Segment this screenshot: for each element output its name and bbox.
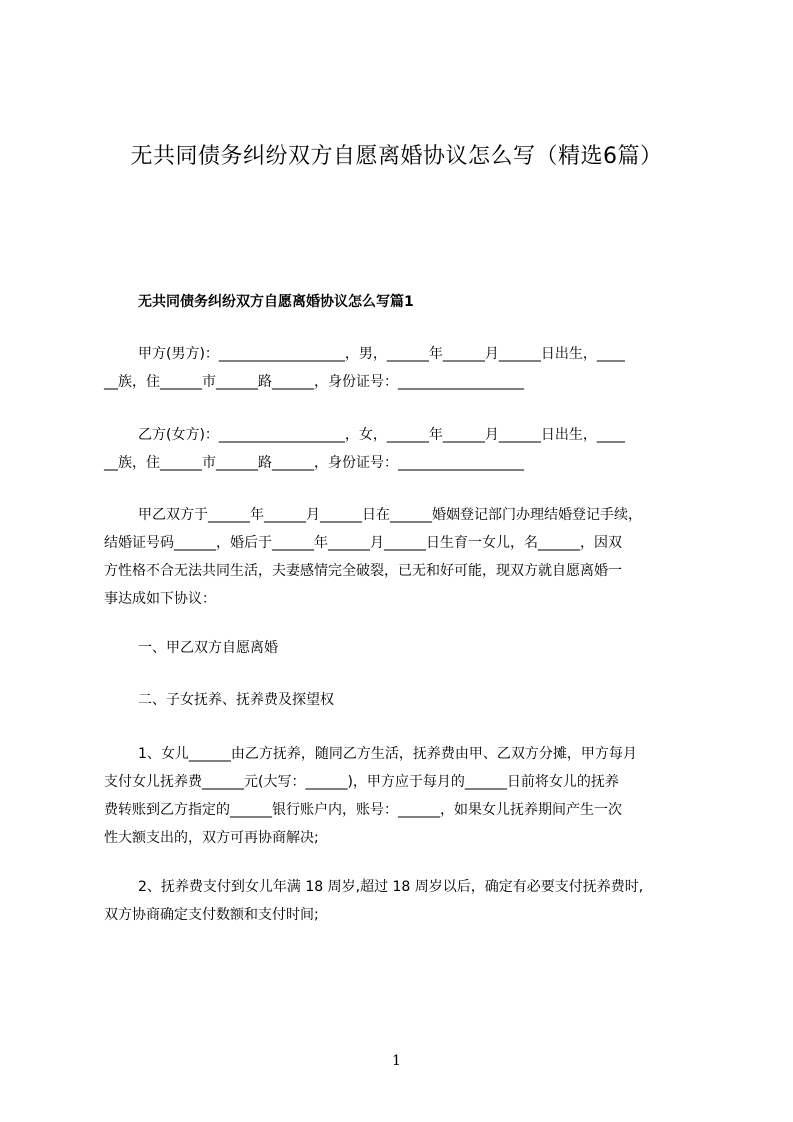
clause-heading-2: 二、子女抚养、抚养费及探望权 [138,692,334,708]
paragraph-line: 方性格不合无法共同生活，夫妻感情完全破裂，已无和好可能，现双方就自愿离婚一 [104,563,622,579]
paragraph-line: __族，住______市______路______，身份证号：__________________ [104,374,524,390]
party-a-paragraph [104,340,708,396]
clause-heading-1: 一、甲乙双方自愿离婚 [138,640,278,656]
paragraph-line: 2、抚养费支付到女儿年满 18 周岁,超过 18 周岁以后，确定有必要支付抚养费时, [138,879,644,895]
page-number: 1 [392,1053,401,1069]
item-1-paragraph [104,740,708,852]
paragraph-line: 双方协商确定支付数额和支付时间; [104,907,319,923]
paragraph-line: 结婚证号码______，婚后于______年______月______日生育一女儿，名______，因双 [104,535,622,551]
paragraph-line: 1、女儿______由乙方抚养，随同乙方生活，抚养费由甲、乙双方分摊，甲方每月 [138,746,637,762]
paragraph-line: __族，住______市______路______，身份证号：__________________ [104,455,524,471]
paragraph-line: 甲乙双方于______年______月______日在______婚姻登记部门办理结婚登记手续， [138,507,642,523]
paragraph-line: 性大额支出的，双方可再协商解决; [104,830,319,846]
item-2-paragraph [104,873,708,929]
section-title: 无共同债务纠纷双方自愿离婚协议怎么写篇1 [138,294,414,310]
page-title: 无共同债务纠纷双方自愿离婚协议怎么写（精选6篇） [130,144,663,169]
intro-paragraph [104,501,708,613]
paragraph-line: 甲方(男方)：__________________，男，______年______月______日出生，____ [138,346,625,362]
paragraph-line: 事达成如下协议： [104,591,216,607]
party-b-paragraph [104,421,708,477]
paragraph-line: 费转账到乙方指定的______银行账户内，账号：______，如果女儿抚养期间产生一次 [104,802,622,818]
paragraph-line: 乙方(女方)：__________________，女，______年______月______日出生，____ [138,427,625,443]
paragraph-line: 支付女儿抚养费______元(大写：______)，甲方应于每月的______日前将女儿的抚养 [104,774,619,790]
